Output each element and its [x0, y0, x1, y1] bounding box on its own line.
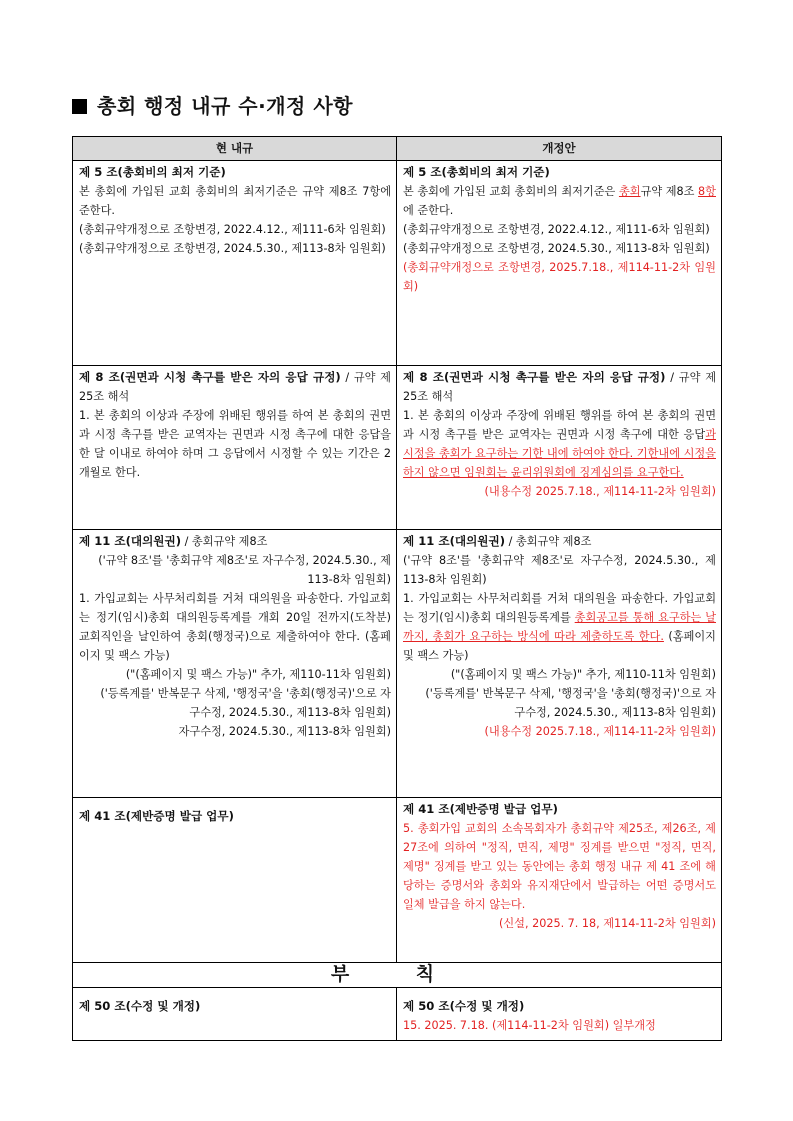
- header-revised: 개정안: [397, 137, 722, 161]
- art41-new-body: 5. 총회가입 교회의 소속목회자가 총회규약 제25조, 제26조, 제27조에 의하여 "정직, 면직, 제명" 징계를 받으면 "정직, 면직, 제명" 징계를 받고 있는 동안에는 총회 행정 내규 제 41 조에 해당하는 증명서와 총회와 유지재단에서 발급하는 어떤 증명서도 일체 발급을 하지 않는다.: [403, 822, 716, 911]
- art8-cur-sub: / 규약 제 25조 해석: [79, 371, 391, 403]
- art11-cur-note-4: 자구수정, 2024.5.30., 제113-8차 임원회): [178, 725, 391, 738]
- art8-cur-body: 1. 본 총회의 이상과 주장에 위배된 행위를 하여 본 총회의 권면과 시정 촉구를 받은 교역자는 권면과 시정 촉구에 대한 응답을 한 달 이내로 하여야 하며 그 응답에서 시정할 수 있는 기간은 2개월로 한다.: [79, 409, 391, 479]
- art8-new-sub: / 규약 제 25조 해석: [403, 371, 716, 403]
- art11-cur-heading: 제 11 조(대의원권): [79, 534, 182, 548]
- cell-current-art11: [73, 530, 397, 798]
- art5-cur-note-1: (총회규약개정으로 조항변경, 2022.4.12., 제111-6차 임원회): [79, 223, 386, 236]
- header-row: [73, 137, 722, 161]
- comparison-table: [72, 136, 722, 1041]
- cell-revised-art5: [397, 161, 722, 366]
- page-title: [72, 90, 353, 119]
- art8-cur-title: [79, 368, 391, 406]
- art5-cur-heading: 제 5 조(총회비의 최저 기준): [79, 165, 226, 179]
- art5-new-body-e: 에 준한다.: [403, 204, 454, 217]
- art50-cur-heading: 제 50 조(수정 및 개정): [79, 999, 201, 1013]
- art50-new-body: 15. 2025. 7.18. (제114-11-2차 임원회) 일부개정: [403, 1019, 656, 1032]
- art11-new-note-3: ('등록계를' 반복문구 삭제, '행정국'을 '총회(행정국)'으로 자구수정, 2024.5.30., 제113-8차 임원회): [425, 687, 716, 719]
- art11-new-sub: / 총회규약 제8조: [505, 535, 592, 548]
- row-article-41: [73, 798, 722, 963]
- supplementary-heading: 부 칙: [73, 963, 722, 988]
- row-article-5: [73, 161, 722, 366]
- cell-revised-art11: [397, 530, 722, 798]
- art11-cur-note-3: ('등록계를' 반복문구 삭제, '행정국'을 '총회(행정국)'으로 자구수정, 2024.5.30., 제113-8차 임원회): [100, 687, 391, 719]
- art11-cur-body: 1. 가입교회는 사무처리회를 거쳐 대의원을 파송한다. 가입교회는 정기(임시)총회 대의원등록계를 개회 20일 전까지(도착분) 교회직인을 날인하여 총회(행정국)으로 제출하여야 한다. (홈페이지 및 팩스 가능): [79, 592, 391, 662]
- art41-cur-heading: 제 41 조(제반증명 발급 업무): [79, 809, 234, 823]
- cell-current-art41: [73, 798, 397, 963]
- art8-new-title: [403, 368, 716, 406]
- row-article-8: [73, 366, 722, 530]
- art5-new-red-note: (총회규약개정으로 조항변경, 2025.7.18., 제114-11-2차 임원회): [403, 261, 716, 293]
- art8-new-heading: 제 8 조(권면과 시청 촉구를 받은 자의 응답 규정): [403, 370, 666, 384]
- black-square-icon: [72, 99, 87, 114]
- cell-current-art5: [73, 161, 397, 366]
- cell-revised-art8: [397, 366, 722, 530]
- art11-cur-note-2: ("(홈페이지 및 팩스 가능)" 추가, 제110-11차 임원회): [125, 668, 391, 681]
- art11-new-heading: 제 11 조(대의원권): [403, 534, 506, 548]
- art8-new-red-note: (내용수정 2025.7.18., 제114-11-2차 임원회): [484, 485, 716, 498]
- art41-new-red-note: (신설, 2025. 7. 18, 제114-11-2차 임원회): [499, 917, 716, 930]
- art11-cur-title: [79, 532, 391, 551]
- row-supplementary: [73, 963, 722, 988]
- art11-new-body-c: (홈페이지 및 팩스 가능): [403, 630, 716, 662]
- cell-current-art50: [73, 988, 397, 1041]
- art5-new-body-d: 8항: [698, 185, 716, 198]
- art5-new-body-a: 본 총회에 가입된 교회 총회비의 최저기준은: [403, 185, 619, 198]
- art50-new-heading: 제 50 조(수정 및 개정): [403, 999, 525, 1013]
- art11-cur-sub: / 총회규약 제8조: [181, 535, 268, 548]
- art5-new-note-2: (총회규약개정으로 조항변경, 2024.5.30., 제113-8차 임원회): [403, 242, 710, 255]
- art41-new-heading: 제 41 조(제반증명 발급 업무): [403, 802, 558, 816]
- art11-new-body: [403, 589, 716, 665]
- art11-new-note-1: ('규약 8조'를 '총회규약 제8조'로 자구수정, 2024.5.30., 제113-8차 임원회): [403, 554, 716, 586]
- header-current: 현 내규: [73, 137, 397, 161]
- art11-cur-note-1: ('규약 8조'를 '총회규약 제8조'로 자구수정, 2024.5.30., 제113-8차 임원회): [98, 554, 391, 586]
- art5-new-note-1: (총회규약개정으로 조항변경, 2022.4.12., 제111-6차 임원회): [403, 223, 710, 236]
- art11-new-body-b: 총회공고를 통해 요구하는 날까지, 총회가 요구하는 방식에 따라 제출하도록 한다.: [403, 611, 716, 643]
- art8-cur-heading: 제 8 조(권면과 시청 촉구를 받은 자의 응답 규정): [79, 370, 341, 384]
- art5-cur-body: 본 총회에 가입된 교회 총회비의 최저기준은 규약 제8조 7항에 준한다.: [79, 185, 391, 217]
- art11-new-red-note: (내용수정 2025.7.18., 제114-11-2차 임원회): [484, 725, 716, 738]
- art8-new-body-b: 과 시정을 총회가 요구하는 기한 내에 하여야 한다. 기한내에 시정을 하지 않으면 임원회는 윤리위원회에 징계심의를 요구한다.: [403, 428, 716, 479]
- cell-revised-art41: [397, 798, 722, 963]
- art8-new-body: [403, 406, 716, 482]
- row-article-50: [73, 988, 722, 1041]
- cell-current-art8: [73, 366, 397, 530]
- art5-cur-note-2: (총회규약개정으로 조항변경, 2024.5.30., 제113-8차 임원회): [79, 242, 386, 255]
- art11-new-note-2: ("(홈페이지 및 팩스 가능)" 추가, 제110-11차 임원회): [450, 668, 716, 681]
- row-article-11: [73, 530, 722, 798]
- cell-revised-art50: [397, 988, 722, 1041]
- art11-new-title: [403, 532, 716, 551]
- art8-new-body-a: 1. 본 총회의 이상과 주장에 위배된 행위를 하여 본 총회의 권면과 시정 촉구를 받은 교역자는 권면과 시정 촉구에 대한 응답: [403, 409, 716, 441]
- art5-new-body: [403, 182, 716, 220]
- art5-new-body-b: 총회: [618, 185, 641, 198]
- title-text: 총회 행정 내규 수·개정 사항: [97, 94, 353, 118]
- art11-new-body-a: 1. 가입교회는 사무처리회를 거쳐 대의원을 파송한다. 가입교회는 정기(임시)총회 대의원등록계를: [403, 592, 716, 624]
- art5-new-body-c: 규약 제8조: [640, 185, 699, 198]
- art5-new-heading: 제 5 조(총회비의 최저 기준): [403, 165, 550, 179]
